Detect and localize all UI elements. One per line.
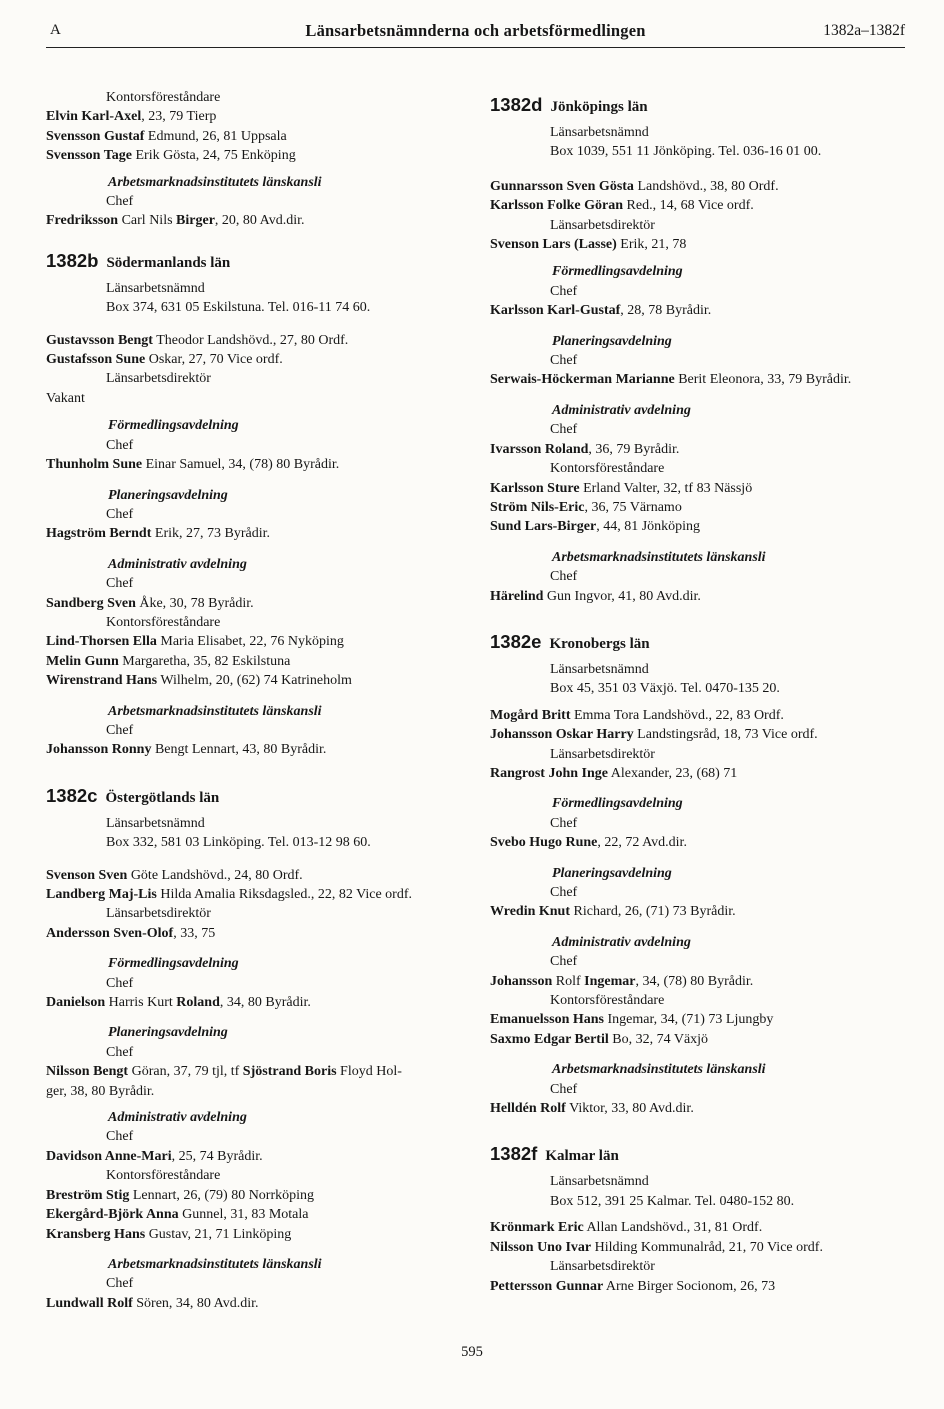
sub-heading: Kontorsföreståndare [550, 461, 665, 477]
sub-heading: Chef [550, 569, 578, 585]
entry-line: Mogård Britt Emma Tora Landshövd., 22, 83 Ordf. [490, 707, 784, 723]
entry-line: Svensson Gustaf Edmund, 26, 81 Uppsala [46, 128, 287, 144]
department-heading: Förmedlingsavdelning [552, 796, 683, 812]
header-rule [46, 47, 905, 48]
sub-heading: Chef [550, 954, 578, 970]
spacer [490, 1049, 491, 1060]
section-heading [46, 784, 460, 810]
spacer [490, 783, 491, 794]
spacer [490, 699, 491, 706]
entry-line: Danielson Harris Kurt Roland, 34, 80 Byrådir. [46, 995, 311, 1011]
sub-heading: Chef [106, 506, 134, 522]
section-number: 1382b [46, 249, 99, 271]
spacer [46, 943, 47, 954]
sub-heading: Chef [106, 1276, 134, 1292]
sub-heading: Chef [106, 1129, 134, 1145]
entry-line: Svensson Tage Erik Gösta, 24, 75 Enköping [46, 148, 296, 164]
entry-line: Nilsson Bengt Göran, 37, 79 tjl, tf Sjöstrand Boris Floyd Hol- [46, 1064, 402, 1080]
entry-line: Karlsson Karl-Gustaf, 28, 78 Byrådir. [490, 303, 712, 319]
entry-line: Elvin Karl-Axel, 23, 79 Tierp [46, 109, 217, 125]
sub-heading: Box 512, 391 25 Kalmar. Tel. 0480-152 80. [550, 1193, 795, 1209]
spacer [46, 853, 47, 866]
entry-line: Lundwall Rolf Sören, 34, 80 Avd.dir. [46, 1295, 259, 1311]
sub-heading: Chef [550, 815, 578, 831]
spacer [46, 691, 47, 702]
entry-line: Fredriksson Carl Nils Birger, 20, 80 Avd.dir. [46, 213, 305, 229]
entry-line: Rangrost John Inge Alexander, 23, (68) 71 [490, 765, 738, 781]
spacer [46, 166, 47, 173]
sub-heading: Länsarbetsdirektör [550, 1259, 655, 1275]
department-heading: Administrativ avdelning [552, 402, 691, 418]
section-number: 1382f [490, 1143, 538, 1165]
section-title: Södermanlands län [106, 254, 231, 271]
department-heading: Planeringsavdelning [108, 487, 228, 503]
spacer [46, 475, 47, 486]
left-column [46, 88, 460, 1313]
sub-heading: Box 45, 351 03 Växjö. Tel. 0470-135 20. [550, 681, 780, 697]
entry-line: Johansson Rolf Ingemar, 34, (78) 80 Byrådir. [490, 973, 754, 989]
sub-heading: Kontorsföreståndare [106, 90, 221, 105]
entry-line: Thunholm Sune Einar Samuel, 34, (78) 80 Byrådir. [46, 457, 340, 473]
sub-heading: Chef [106, 576, 134, 592]
entry-line: Serwais-Höckerman Marianne Berit Eleonora, 33, 79 Byrådir. [490, 372, 852, 388]
department-heading: Planeringsavdelning [552, 333, 672, 349]
section-title: Kalmar län [545, 1148, 619, 1165]
entry-line: Kransberg Hans Gustav, 21, 71 Linköping [46, 1226, 292, 1242]
sub-heading: Länsarbetsnämnd [106, 815, 205, 831]
spacer [46, 1101, 47, 1108]
sub-heading: Länsarbetsnämnd [550, 125, 649, 140]
spacer [490, 922, 491, 933]
sub-heading: Chef [106, 722, 134, 738]
entry-line: Gustafsson Sune Oskar, 27, 70 Vice ordf. [46, 352, 283, 368]
department-heading: Administrativ avdelning [552, 934, 691, 950]
text-columns [46, 88, 905, 1313]
page-title: Länsarbetsnämnderna och arbetsförmedlingen [305, 21, 646, 40]
entry-line: Breström Stig Lennart, 26, (79) 80 Norrköping [46, 1187, 315, 1203]
entry-line: Andersson Sven-Olof, 33, 75 [46, 925, 216, 941]
entry-line: Härelind Gun Ingvor, 41, 80 Avd.dir. [490, 588, 701, 604]
sub-heading: Box 332, 581 03 Linköping. Tel. 013-12 98 60. [106, 835, 371, 851]
section-heading [490, 630, 904, 656]
spacer [46, 760, 47, 779]
sub-heading: Chef [550, 353, 578, 369]
entry-line: Sandberg Sven Åke, 30, 78 Byrådir. [46, 595, 254, 611]
department-heading: Arbetsmarknadsinstitutets länskansli [552, 549, 766, 565]
department-heading: Planeringsavdelning [108, 1025, 228, 1041]
sub-heading: Chef [550, 422, 578, 438]
entry-line: Gustavsson Bengt Theodor Landshövd., 27, 80 Ordf. [46, 332, 349, 348]
spacer [490, 1118, 491, 1137]
spacer [490, 853, 491, 864]
sub-heading: Chef [550, 885, 578, 900]
right-column [490, 88, 904, 1296]
sub-heading: Länsarbetsnämnd [550, 1174, 649, 1190]
department-heading: Förmedlingsavdelning [108, 418, 239, 434]
entry-line: Gunnarsson Sven Gösta Landshövd., 38, 80 Ordf. [490, 178, 779, 194]
department-heading: Förmedlingsavdelning [108, 956, 239, 972]
spacer [490, 254, 491, 262]
entry-line: Pettersson Gunnar Arne Birger Socionom, 26, 73 [490, 1278, 776, 1294]
spacer [490, 606, 491, 625]
sub-heading: Länsarbetsnämnd [550, 661, 649, 677]
section-number: 1382e [490, 630, 542, 652]
entry-line: Vakant [46, 390, 85, 406]
spacer [46, 544, 47, 555]
sub-heading: Länsarbetsnämnd [106, 280, 205, 296]
department-heading: Planeringsavdelning [552, 865, 672, 881]
sub-heading: Chef [106, 1044, 134, 1060]
spacer [490, 390, 491, 401]
entry-line: Landberg Maj-Lis Hilda Amalia Riksdagsled., 22, 82 Vice ordf. [46, 887, 412, 902]
department-heading: Arbetsmarknadsinstitutets länskansli [108, 174, 322, 190]
entry-line: Ström Nils-Eric, 36, 75 Värnamo [490, 499, 682, 515]
sub-heading: Länsarbetsdirektör [106, 371, 211, 387]
entry-line: Krönmark Eric Allan Landshövd., 31, 81 Ordf. [490, 1220, 763, 1236]
department-heading: Förmedlingsavdelning [552, 264, 683, 280]
entry-line: Svenson Sven Göte Landshövd., 24, 80 Ordf. [46, 867, 303, 883]
sub-heading: Chef [106, 194, 134, 210]
entry-line: Karlsson Folke Göran Red., 14, 68 Vice ordf. [490, 198, 754, 214]
spacer [490, 321, 491, 332]
sub-heading: Kontorsföreståndare [106, 614, 221, 630]
entry-line: Wredin Knut Richard, 26, (71) 73 Byrådir. [490, 904, 736, 920]
section-title: Östergötlands län [105, 789, 220, 806]
entry-line: Emanuelsson Hans Ingemar, 34, (71) 73 Ljungby [490, 1012, 774, 1028]
spacer [490, 1211, 491, 1218]
sub-heading: Chef [550, 1081, 578, 1097]
section-number: 1382d [490, 94, 543, 115]
entry-line: Davidson Anne-Mari, 25, 74 Byrådir. [46, 1148, 263, 1164]
sub-heading: Chef [550, 283, 578, 299]
entry-line: Ivarsson Roland, 36, 79 Byrådir. [490, 441, 680, 457]
spacer [46, 231, 47, 244]
entry-line: Johansson Ronny Bengt Lennart, 43, 80 Byrådir. [46, 742, 327, 758]
section-range: 1382a–1382f [823, 22, 905, 39]
section-title: Kronobergs län [549, 635, 650, 652]
spacer [46, 1012, 47, 1023]
spacer [46, 318, 47, 331]
entry-line: Ekergård-Björk Anna Gunnel, 31, 83 Motala [46, 1207, 309, 1223]
department-heading: Arbetsmarknadsinstitutets länskansli [108, 1256, 322, 1272]
department-heading: Administrativ avdelning [108, 1110, 247, 1126]
sub-heading: Chef [106, 437, 134, 453]
sub-heading: Länsarbetsdirektör [106, 906, 211, 922]
entry-line: Nilsson Uno Ivar Hilding Kommunalråd, 21, 70 Vice ordf. [490, 1239, 823, 1255]
running-header [46, 20, 905, 46]
entry-line: Helldén Rolf Viktor, 33, 80 Avd.dir. [490, 1101, 694, 1117]
spacer [46, 408, 47, 416]
spacer [46, 1244, 47, 1255]
section-letter: A [50, 22, 61, 38]
entry-line: Wirenstrand Hans Wilhelm, 20, (62) 74 Katrineholm [46, 673, 352, 689]
section-heading [490, 1142, 904, 1168]
sub-heading: Länsarbetsdirektör [550, 217, 655, 233]
sub-heading: Chef [106, 975, 134, 991]
section-heading [490, 93, 904, 119]
sub-heading: Länsarbetsdirektör [550, 746, 655, 762]
department-heading: Arbetsmarknadsinstitutets länskansli [108, 703, 322, 719]
section-title: Jönköpings län [550, 99, 648, 115]
department-heading: Administrativ avdelning [108, 556, 247, 572]
entry-line: Sund Lars-Birger, 44, 81 Jönköping [490, 519, 701, 535]
entry-line: Melin Gunn Margaretha, 35, 82 Eskilstuna [46, 653, 291, 669]
entry-line: Karlsson Sture Erland Valter, 32, tf 83 Nässjö [490, 480, 753, 496]
spacer [490, 537, 491, 548]
spacer [490, 162, 491, 177]
sub-heading: Box 1039, 551 11 Jönköping. Tel. 036-16 01 00. [550, 144, 822, 160]
sub-heading: Box 374, 631 05 Eskilstuna. Tel. 016-11 74 60. [106, 300, 371, 316]
department-heading: Arbetsmarknadsinstitutets länskansli [552, 1062, 766, 1078]
section-heading [46, 249, 460, 275]
entry-line: Svebo Hugo Rune, 22, 72 Avd.dir. [490, 835, 687, 851]
entry-line: Lind-Thorsen Ella Maria Elisabet, 22, 76 Nyköping [46, 634, 344, 650]
entry-line: Johansson Oskar Harry Landstingsråd, 18, 73 Vice ordf. [490, 727, 818, 743]
sub-heading: Kontorsföreståndare [106, 1168, 221, 1184]
sub-heading: Kontorsföreståndare [550, 993, 665, 1009]
entry-line: Saxmo Edgar Bertil Bo, 32, 74 Växjö [490, 1031, 709, 1047]
entry-line: ger, 38, 80 Byrådir. [46, 1083, 155, 1099]
page-number: 595 [461, 1344, 483, 1360]
section-number: 1382c [46, 784, 98, 806]
entry-line: Hagström Berndt Erik, 27, 73 Byrådir. [46, 526, 270, 542]
entry-line: Svenson Lars (Lasse) Erik, 21, 78 [490, 237, 687, 253]
